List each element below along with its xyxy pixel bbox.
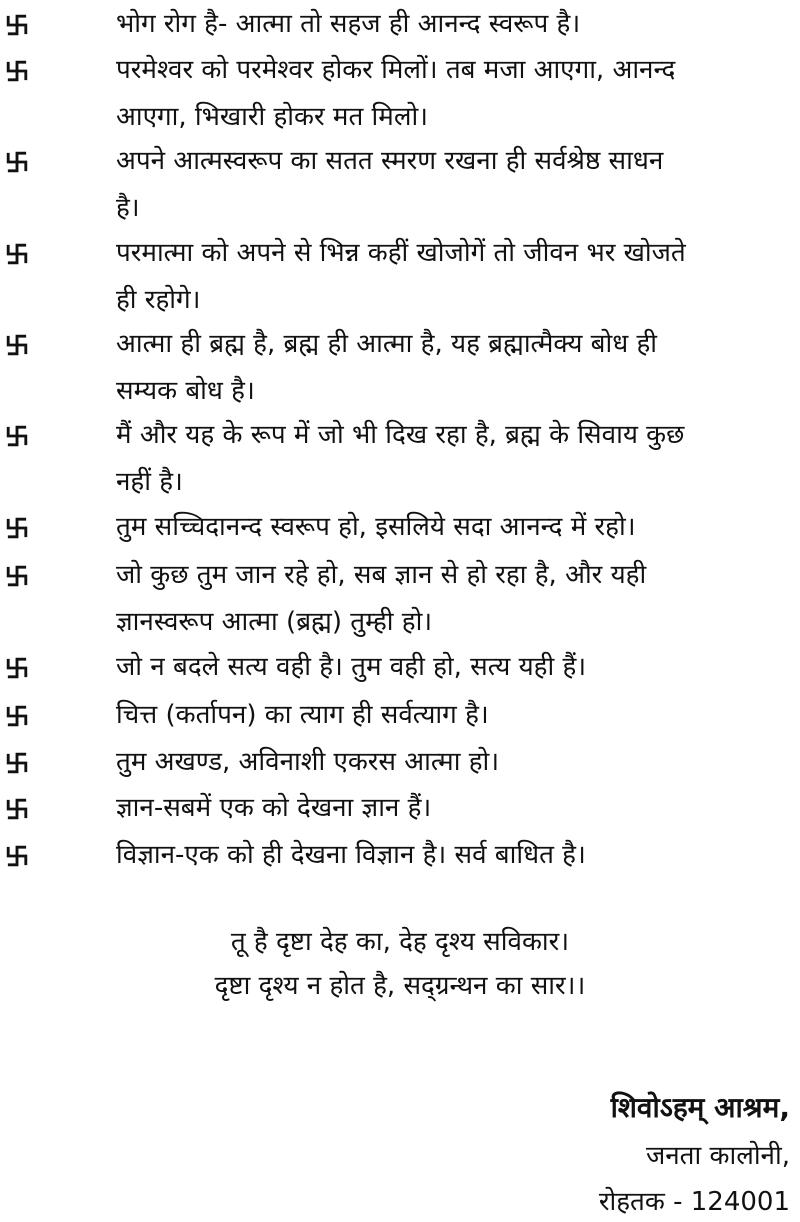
swastika-icon — [6, 151, 28, 173]
saying-line: परमात्मा को अपने से भिन्न कहीं खोजोगें तो जीवन भर खोजते — [116, 238, 686, 268]
saying-line: अपने आत्मस्वरूप का सतत स्मरण रखना ही सर्वश्रेष्ठ साधन — [116, 146, 664, 176]
swastika-icon — [6, 517, 28, 539]
saying-line: भोग रोग है- आत्मा तो सहज ही आनन्द स्वरूप है। — [116, 9, 581, 39]
saying-line: आएगा, भिखारी होकर मत मिलो। — [116, 102, 429, 132]
saying-line: है। — [116, 193, 140, 223]
swastika-icon — [6, 14, 28, 36]
swastika-icon — [6, 752, 28, 774]
saying-line: विज्ञान-एक को ही देखना विज्ञान है। सर्व बाधित है। — [116, 840, 586, 870]
saying-line: चित्त (कर्तापन) का त्याग ही सर्वत्याग है। — [116, 700, 489, 730]
saying-line: जो न बदले सत्य वही है। तुम वही हो, सत्य यही हैं। — [116, 652, 587, 682]
saying-line: मैं और यह के रूप में जो भी दिख रहा है, ब्रह्म के सिवाय कुछ — [116, 420, 685, 450]
address-line: रोहतक - 124001 — [598, 1187, 790, 1217]
saying-line: जो कुछ तुम जान रहे हो, सब ज्ञान से हो रहा है, और यही — [116, 560, 647, 590]
saying-line: आत्मा ही ब्रह्म है, ब्रह्म ही आत्मा है, यह ब्रह्मात्मैक्य बोध ही — [116, 329, 658, 359]
swastika-icon — [6, 334, 28, 356]
saying-line: ही रहोगे। — [116, 285, 201, 315]
swastika-icon — [6, 565, 28, 587]
swastika-icon — [6, 243, 28, 265]
swastika-icon — [6, 425, 28, 447]
saying-line: सम्यक बोध है। — [116, 376, 255, 406]
swastika-icon — [6, 798, 28, 820]
address-name: शिवोऽहम् आश्रम, — [610, 1091, 790, 1124]
swastika-icon — [6, 845, 28, 867]
swastika-icon — [6, 657, 28, 679]
saying-line: नहीं है। — [116, 467, 183, 497]
couplet-line: तू है दृष्टा देह का, देह दृश्य सविकार। — [230, 927, 570, 957]
address-line: जनता कालोनी, — [645, 1141, 790, 1171]
saying-line: परमेश्वर को परमेश्वर होकर मिलों। तब मजा आएगा, आनन्द — [116, 55, 676, 85]
swastika-icon — [6, 60, 28, 82]
couplet-line: दृष्टा दृश्य न होत है, सद्ग्रन्थन का सार।। — [214, 971, 586, 1001]
swastika-icon — [6, 705, 28, 727]
saying-line: ज्ञानस्वरूप आत्मा (ब्रह्म) तुम्ही हो। — [116, 607, 433, 637]
saying-line: तुम सच्चिदानन्द स्वरूप हो, इसलिये सदा आनन्द में रहो। — [116, 512, 636, 542]
saying-line: ज्ञान-सबमें एक को देखना ज्ञान हैं। — [116, 793, 432, 823]
saying-line: तुम अखण्ड, अविनाशी एकरस आत्मा हो। — [116, 747, 500, 777]
